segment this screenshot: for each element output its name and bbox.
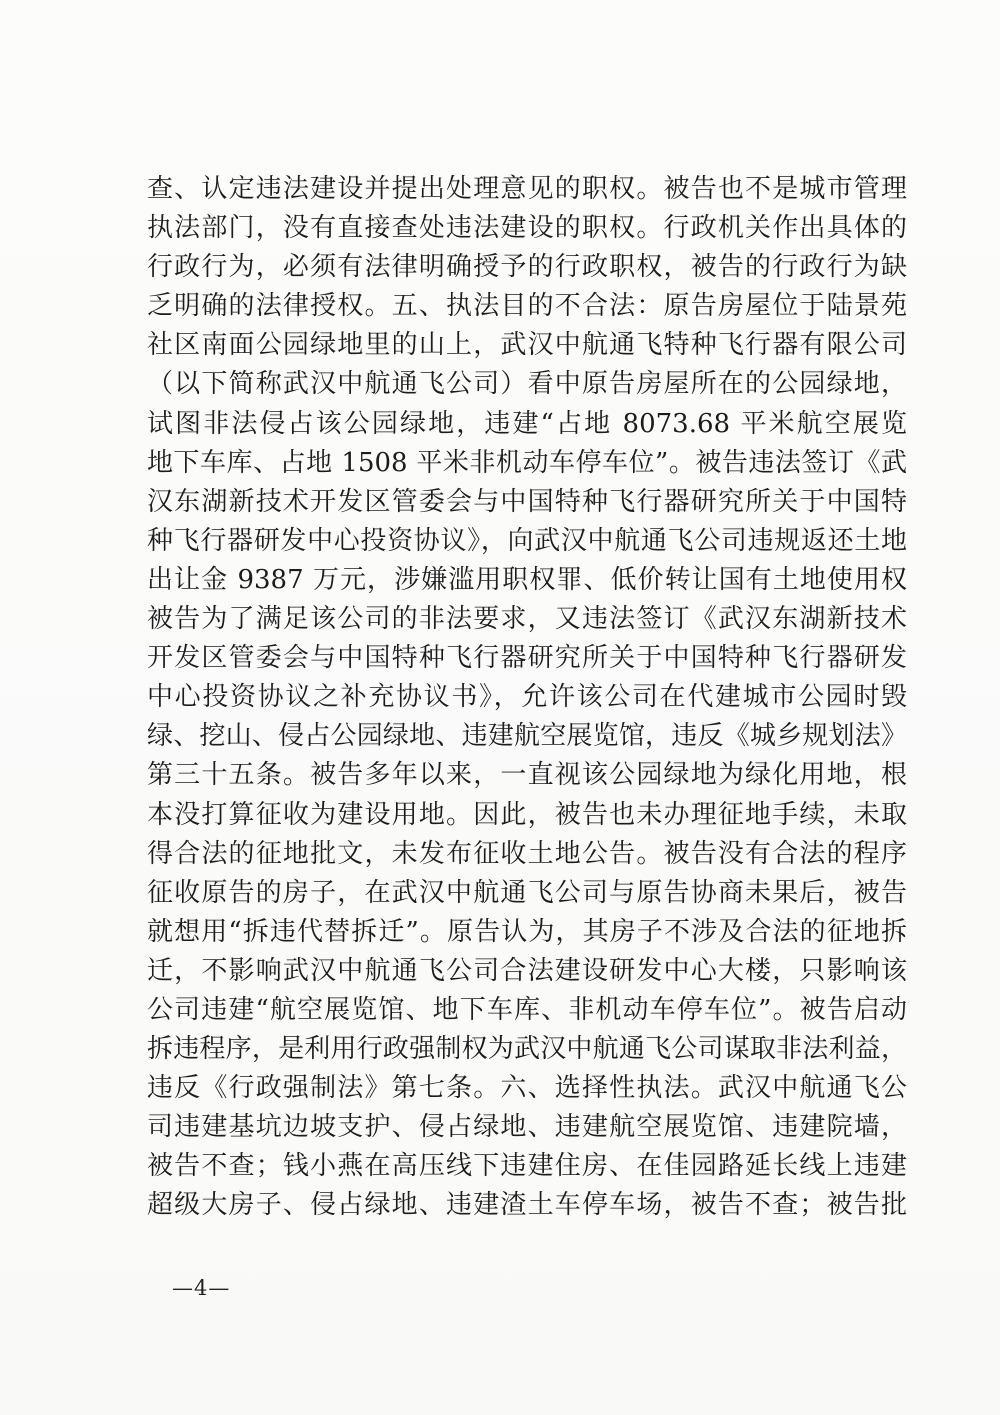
text-line: 执法部门，没有直接查处违法建设的职权。行政机关作出具体的 bbox=[147, 213, 907, 244]
body-text bbox=[147, 170, 907, 1226]
text-line: 种飞行器研发中心投资协议》，向武汉中航通飞公司违规返还土地 bbox=[147, 525, 907, 556]
text-line: 拆违程序，是利用行政强制权为武汉中航通飞公司谋取非法利益， bbox=[147, 1034, 907, 1065]
page-number: —4— bbox=[172, 1276, 231, 1300]
text-line: 社区南面公园绿地里的山上，武汉中航通飞特种飞行器有限公司 bbox=[147, 330, 907, 361]
text-line: 第三十五条。被告多年以来，一直视该公园绿地为绿化用地，根 bbox=[147, 760, 907, 791]
text-line: 乏明确的法律授权。五、执法目的不合法：原告房屋位于陆景苑 bbox=[147, 291, 907, 322]
text-line: 迁，不影响武汉中航通飞公司合法建设研发中心大楼，只影响该 bbox=[147, 955, 907, 986]
text-line: 试图非法侵占该公园绿地，违建“占地 8073.68 平米航空展览 bbox=[147, 408, 907, 439]
text-line: 出让金 9387 万元，涉嫌滥用职权罪、低价转让国有土地使用权 bbox=[147, 564, 907, 595]
text-line: 行政行为，必须有法律明确授予的行政职权，被告的行政行为缺 bbox=[147, 252, 907, 283]
text-line: 就想用“拆违代替拆迁”。原告认为，其房子不涉及合法的征地拆 bbox=[147, 916, 907, 947]
text-line: 违反《行政强制法》第七条。六、选择性执法。武汉中航通飞公 bbox=[147, 1073, 907, 1104]
text-line: 征收原告的房子，在武汉中航通飞公司与原告协商未果后，被告 bbox=[147, 877, 907, 908]
text-line: 本没打算征收为建设用地。因此，被告也未办理征地手续，未取 bbox=[147, 799, 907, 830]
text-line: 开发区管委会与中国特种飞行器研究所关于中国特种飞行器研发 bbox=[147, 643, 907, 674]
text-line: 中心投资协议之补充协议书》，允许该公司在代建城市公园时毁 bbox=[147, 682, 907, 713]
text-line: 超级大房子、侵占绿地、违建渣土车停车场，被告不查；被告批 bbox=[147, 1190, 907, 1221]
text-line: 地下车库、占地 1508 平米非机动车停车位”。被告违法签订《武 bbox=[147, 447, 907, 478]
text-line: 被告为了满足该公司的非法要求，又违法签订《武汉东湖新技术 bbox=[147, 604, 907, 635]
text-line: 公司违建“航空展览馆、地下车库、非机动车停车位”。被告启动 bbox=[147, 994, 907, 1025]
text-line: 得合法的征地批文，未发布征收土地公告。被告没有合法的程序 bbox=[147, 838, 907, 869]
text-line: 绿、挖山、侵占公园绿地、违建航空展览馆，违反《城乡规划法》 bbox=[147, 721, 907, 752]
text-line: 查、认定违法建设并提出处理意见的职权。被告也不是城市管理 bbox=[147, 174, 907, 204]
text-line: （以下简称武汉中航通飞公司）看中原告房屋所在的公园绿地， bbox=[147, 369, 907, 400]
text-line: 被告不查；钱小燕在高压线下违建住房、在佳园路延长线上违建 bbox=[147, 1151, 907, 1182]
text-line: 司违建基坑边坡支护、侵占绿地、违建航空展览馆、违建院墙， bbox=[147, 1112, 907, 1143]
text-line: 汉东湖新技术开发区管委会与中国特种飞行器研究所关于中国特 bbox=[147, 486, 907, 517]
